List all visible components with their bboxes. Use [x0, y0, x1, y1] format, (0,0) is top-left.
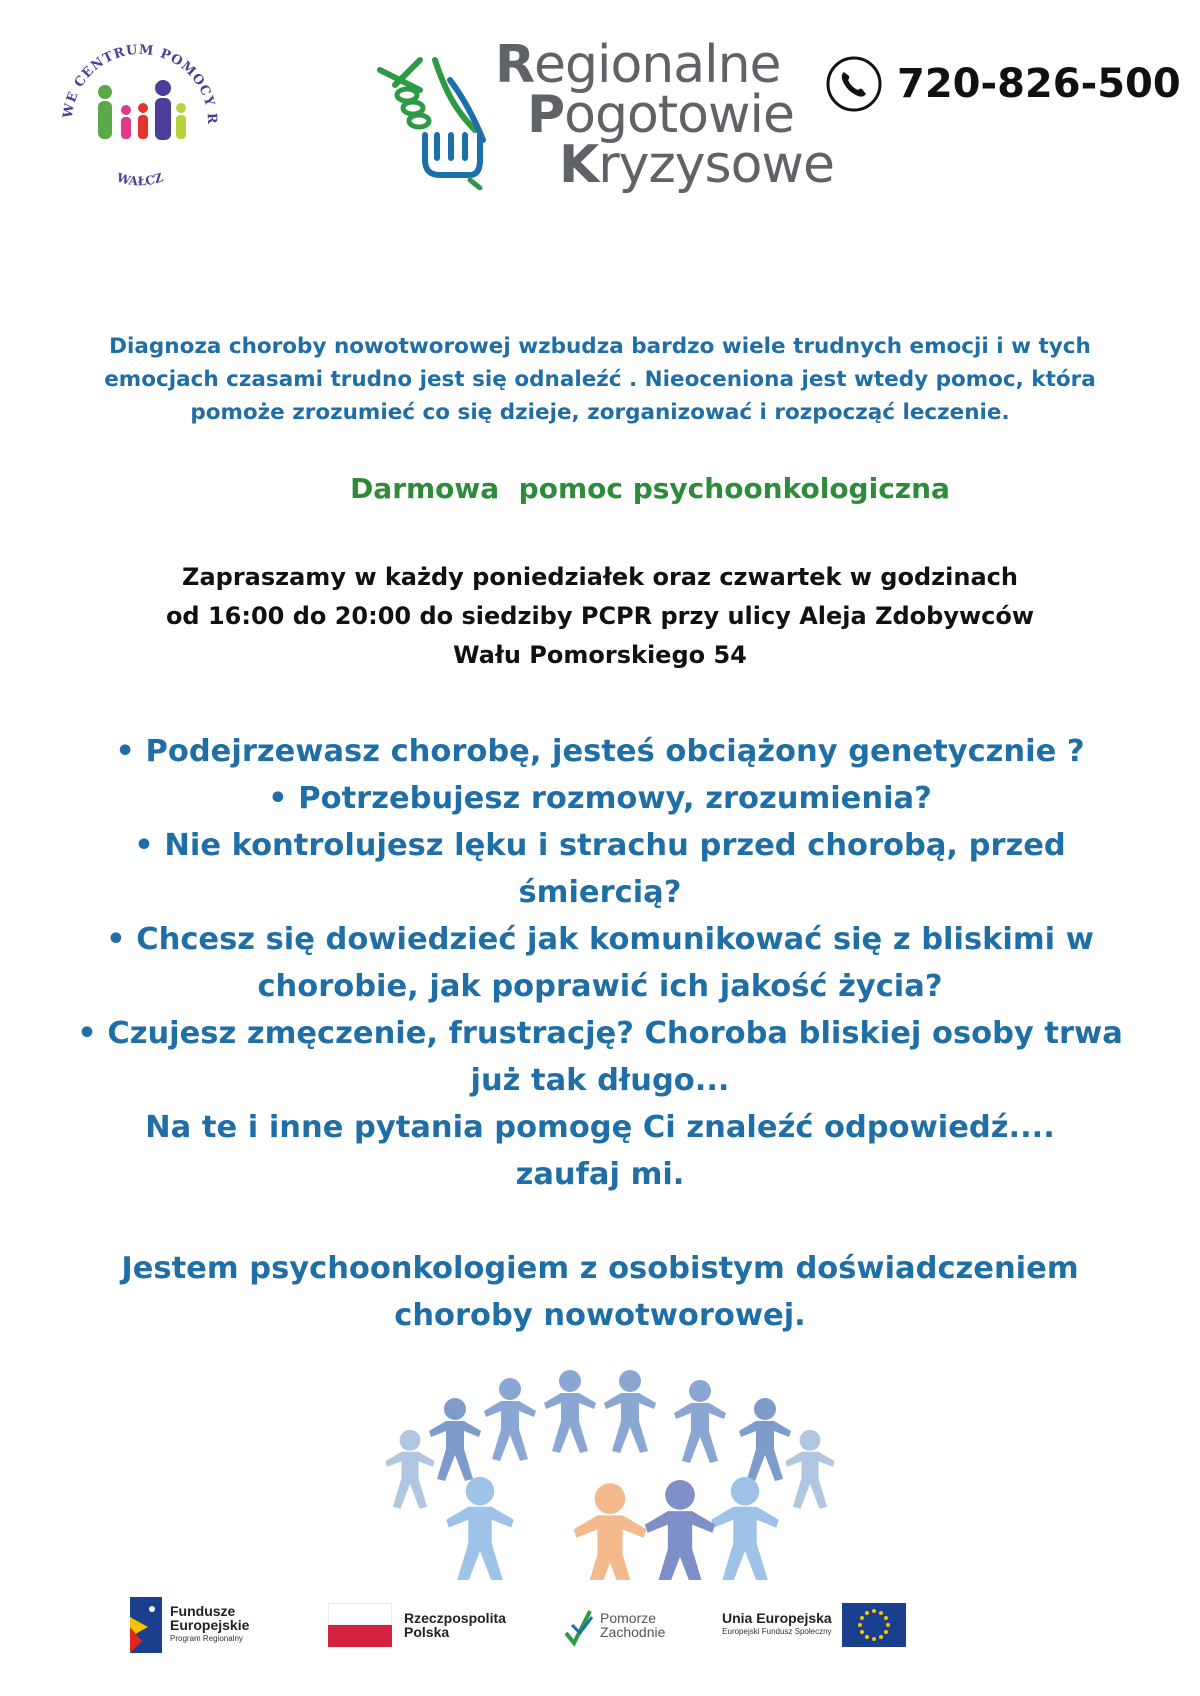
pz-label: [600, 1611, 665, 1639]
intro-line: Diagnoza choroby nowotworowej wzbudza bardzo wiele trudnych emocji i w tych: [109, 334, 1091, 359]
ue-line-1: Unia Europejska: [722, 1610, 832, 1626]
rpk-initial-p: P: [527, 85, 565, 145]
eu-flag-icon: [842, 1603, 906, 1647]
fe-label: [170, 1604, 249, 1646]
question-item: • Potrzebujesz rozmowy, zrozumienia?: [268, 781, 932, 816]
pcpr-logo-arc-text: WE CENTRUM POMOCY R: [60, 42, 220, 126]
rpk-line-1: [495, 35, 834, 95]
answer-line: Na te i inne pytania pomogę Ci znaleźć odpowiedź....: [145, 1110, 1055, 1145]
closing-line: Jestem psychoonkologiem z osobistym doświadczeniem: [121, 1251, 1079, 1286]
fe-line-1: Fundusze: [170, 1603, 236, 1619]
rp-line-2: Polska: [404, 1624, 450, 1640]
regionalne-pogotowie-kryzysowe-logo: [375, 35, 845, 200]
pcpr-logo-city: WAŁCZ: [115, 170, 165, 189]
rpk-initial-k: K: [559, 135, 599, 195]
pz-line-1: Pomorze: [600, 1610, 657, 1626]
rp-label: [404, 1611, 506, 1639]
unia-europejska-logo: [722, 1595, 906, 1655]
schedule-line: od 16:00 do 20:00 do siedziby PCPR przy ulicy Aleja Zdobywców: [165, 602, 1035, 630]
fe-line-3: Program Regionalny: [170, 1634, 243, 1643]
rzeczpospolita-polska-logo: [328, 1595, 506, 1655]
pcpr-logo-graphic: [50, 30, 230, 210]
schedule-paragraph: [80, 558, 1120, 675]
rpk-initial-r: R: [495, 35, 535, 95]
intro-line: emocjach czasami trudno jest się odnaleźć . Nieoceniona jest wtedy pomoc, która: [104, 367, 1096, 392]
hand-holding-icon: [375, 40, 495, 190]
schedule-line: Wału Pomorskiego 54: [453, 641, 747, 669]
question-item: • Czujesz zmęczenie, frustrację? Choroba bliskiej osoby trwa: [77, 1016, 1123, 1051]
question-item: • Chcesz się dowiedzieć jak komunikować się z bliskimi w: [106, 922, 1094, 957]
rpk-line-2: [495, 85, 834, 145]
fe-line-2: Europejskie: [170, 1617, 250, 1633]
questions-list: [60, 728, 1140, 1198]
intro-paragraph: [100, 330, 1100, 429]
pz-line-2: Zachodnie: [600, 1624, 666, 1640]
phone-number[interactable]: 720-826-500: [897, 61, 1181, 107]
closing-line: choroby nowotworowej.: [394, 1298, 806, 1333]
pomorze-zachodnie-icon: [562, 1603, 596, 1647]
closing-statement: [60, 1245, 1140, 1339]
answer-line: zaufaj mi.: [515, 1157, 685, 1192]
question-item-continued: już tak długo...: [470, 1063, 730, 1098]
phone-icon: [825, 55, 883, 113]
family-figures-icon: [98, 80, 186, 140]
rpk-line-3: [495, 135, 834, 195]
pcpr-walcz-logo: [50, 30, 230, 210]
polish-flag-icon: [328, 1603, 392, 1647]
pomorze-zachodnie-logo: [562, 1595, 665, 1655]
rpk-logo-wordmark: [495, 35, 834, 195]
rpk-word-2: ogotowie: [564, 85, 794, 145]
ue-line-2: Europejski Fundusz Społeczny: [722, 1627, 832, 1636]
rpk-word-1: egionalne: [534, 35, 781, 95]
rpk-word-3: ryzysowe: [598, 135, 834, 195]
rp-line-1: Rzeczpospolita: [404, 1610, 506, 1626]
offer-heading: Darmowa pomoc psychoonkologiczna: [350, 472, 950, 505]
question-item-continued: śmiercią?: [518, 875, 682, 910]
intro-line: pomoże zrozumieć co się dzieje, zorganizować i rozpocząć leczenie.: [190, 400, 1010, 425]
fundusze-europejskie-logo: [130, 1595, 249, 1655]
question-item-continued: chorobie, jak poprawić ich jakość życia?: [257, 969, 943, 1004]
people-circle-illustration: [370, 1355, 850, 1580]
question-item: • Nie kontrolujesz lęku i strachu przed chorobą, przed: [134, 828, 1066, 863]
paper-people-circle-image: [370, 1355, 850, 1580]
fe-flag-icon: [130, 1597, 162, 1653]
funding-logos-footer: [130, 1595, 1070, 1660]
ue-label: [722, 1611, 832, 1639]
question-item: • Podejrzewasz chorobę, jesteś obciążony genetycznie ?: [115, 734, 1085, 769]
schedule-line: Zapraszamy w każdy poniedziałek oraz czwartek w godzinach: [182, 563, 1018, 591]
phone-contact: [825, 55, 1181, 113]
